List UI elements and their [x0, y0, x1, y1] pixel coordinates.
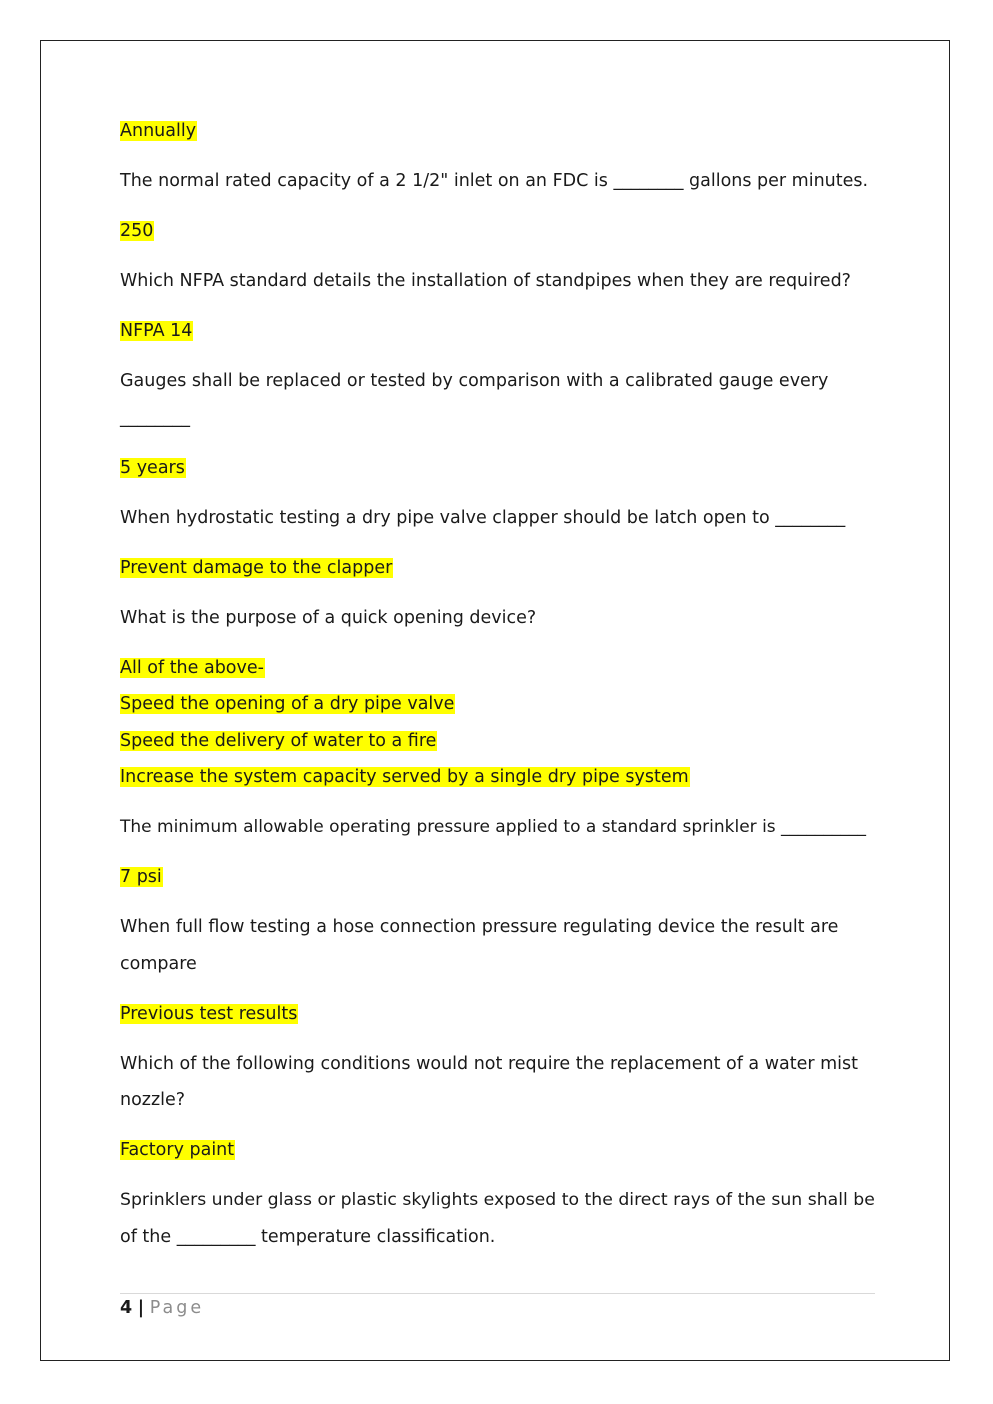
- page-label: Page: [149, 1298, 205, 1318]
- question-skylights-cont: of the _________ temperature classification.: [120, 1227, 496, 1247]
- question-minimum-pressure: The minimum allowable operating pressure applied to a standard sprinkler is __________: [120, 817, 867, 837]
- answer-speed-delivery: Speed the delivery of water to a fire: [120, 731, 437, 751]
- question-quick-opening-device: What is the purpose of a quick opening device?: [120, 608, 537, 628]
- footer-divider: [120, 1293, 875, 1294]
- answer-250: 250: [120, 221, 154, 241]
- answer-all-of-the-above: All of the above-: [120, 658, 264, 678]
- answer-previous-test-results: Previous test results: [120, 1004, 298, 1024]
- answer-factory-paint: Factory paint: [120, 1140, 235, 1160]
- footer-separator: |: [137, 1298, 145, 1318]
- question-water-mist-nozzle: Which of the following conditions would not require the replacement of a water mist: [120, 1054, 859, 1074]
- question-water-mist-nozzle-cont: nozzle?: [120, 1090, 186, 1110]
- question-fdc-capacity: The normal rated capacity of a 2 1/2" inlet on an FDC is ________ gallons per minutes.: [120, 171, 869, 191]
- page-footer: [120, 1296, 204, 1320]
- question-full-flow-testing-cont: compare: [120, 954, 197, 974]
- question-full-flow-testing: When full flow testing a hose connection pressure regulating device the result are: [120, 917, 839, 937]
- page-number: 4: [120, 1298, 133, 1318]
- question-nfpa-standpipes: Which NFPA standard details the installation of standpipes when they are required?: [120, 271, 851, 291]
- answer-annually: Annually: [120, 121, 197, 141]
- answer-increase-capacity: Increase the system capacity served by a single dry pipe system: [120, 767, 689, 787]
- answer-nfpa-14: NFPA 14: [120, 321, 193, 341]
- question-gauges: Gauges shall be replaced or tested by comparison with a calibrated gauge every: [120, 371, 829, 391]
- question-hydrostatic-testing: When hydrostatic testing a dry pipe valve clapper should be latch open to ________: [120, 508, 846, 528]
- answer-prevent-damage: Prevent damage to the clapper: [120, 558, 393, 578]
- question-gauges-blank: ________: [120, 408, 190, 428]
- answer-5-years: 5 years: [120, 458, 185, 478]
- answer-7-psi: 7 psi: [120, 867, 162, 887]
- question-skylights: Sprinklers under glass or plastic skylights exposed to the direct rays of the sun shall be: [120, 1190, 875, 1210]
- answer-speed-opening: Speed the opening of a dry pipe valve: [120, 694, 455, 714]
